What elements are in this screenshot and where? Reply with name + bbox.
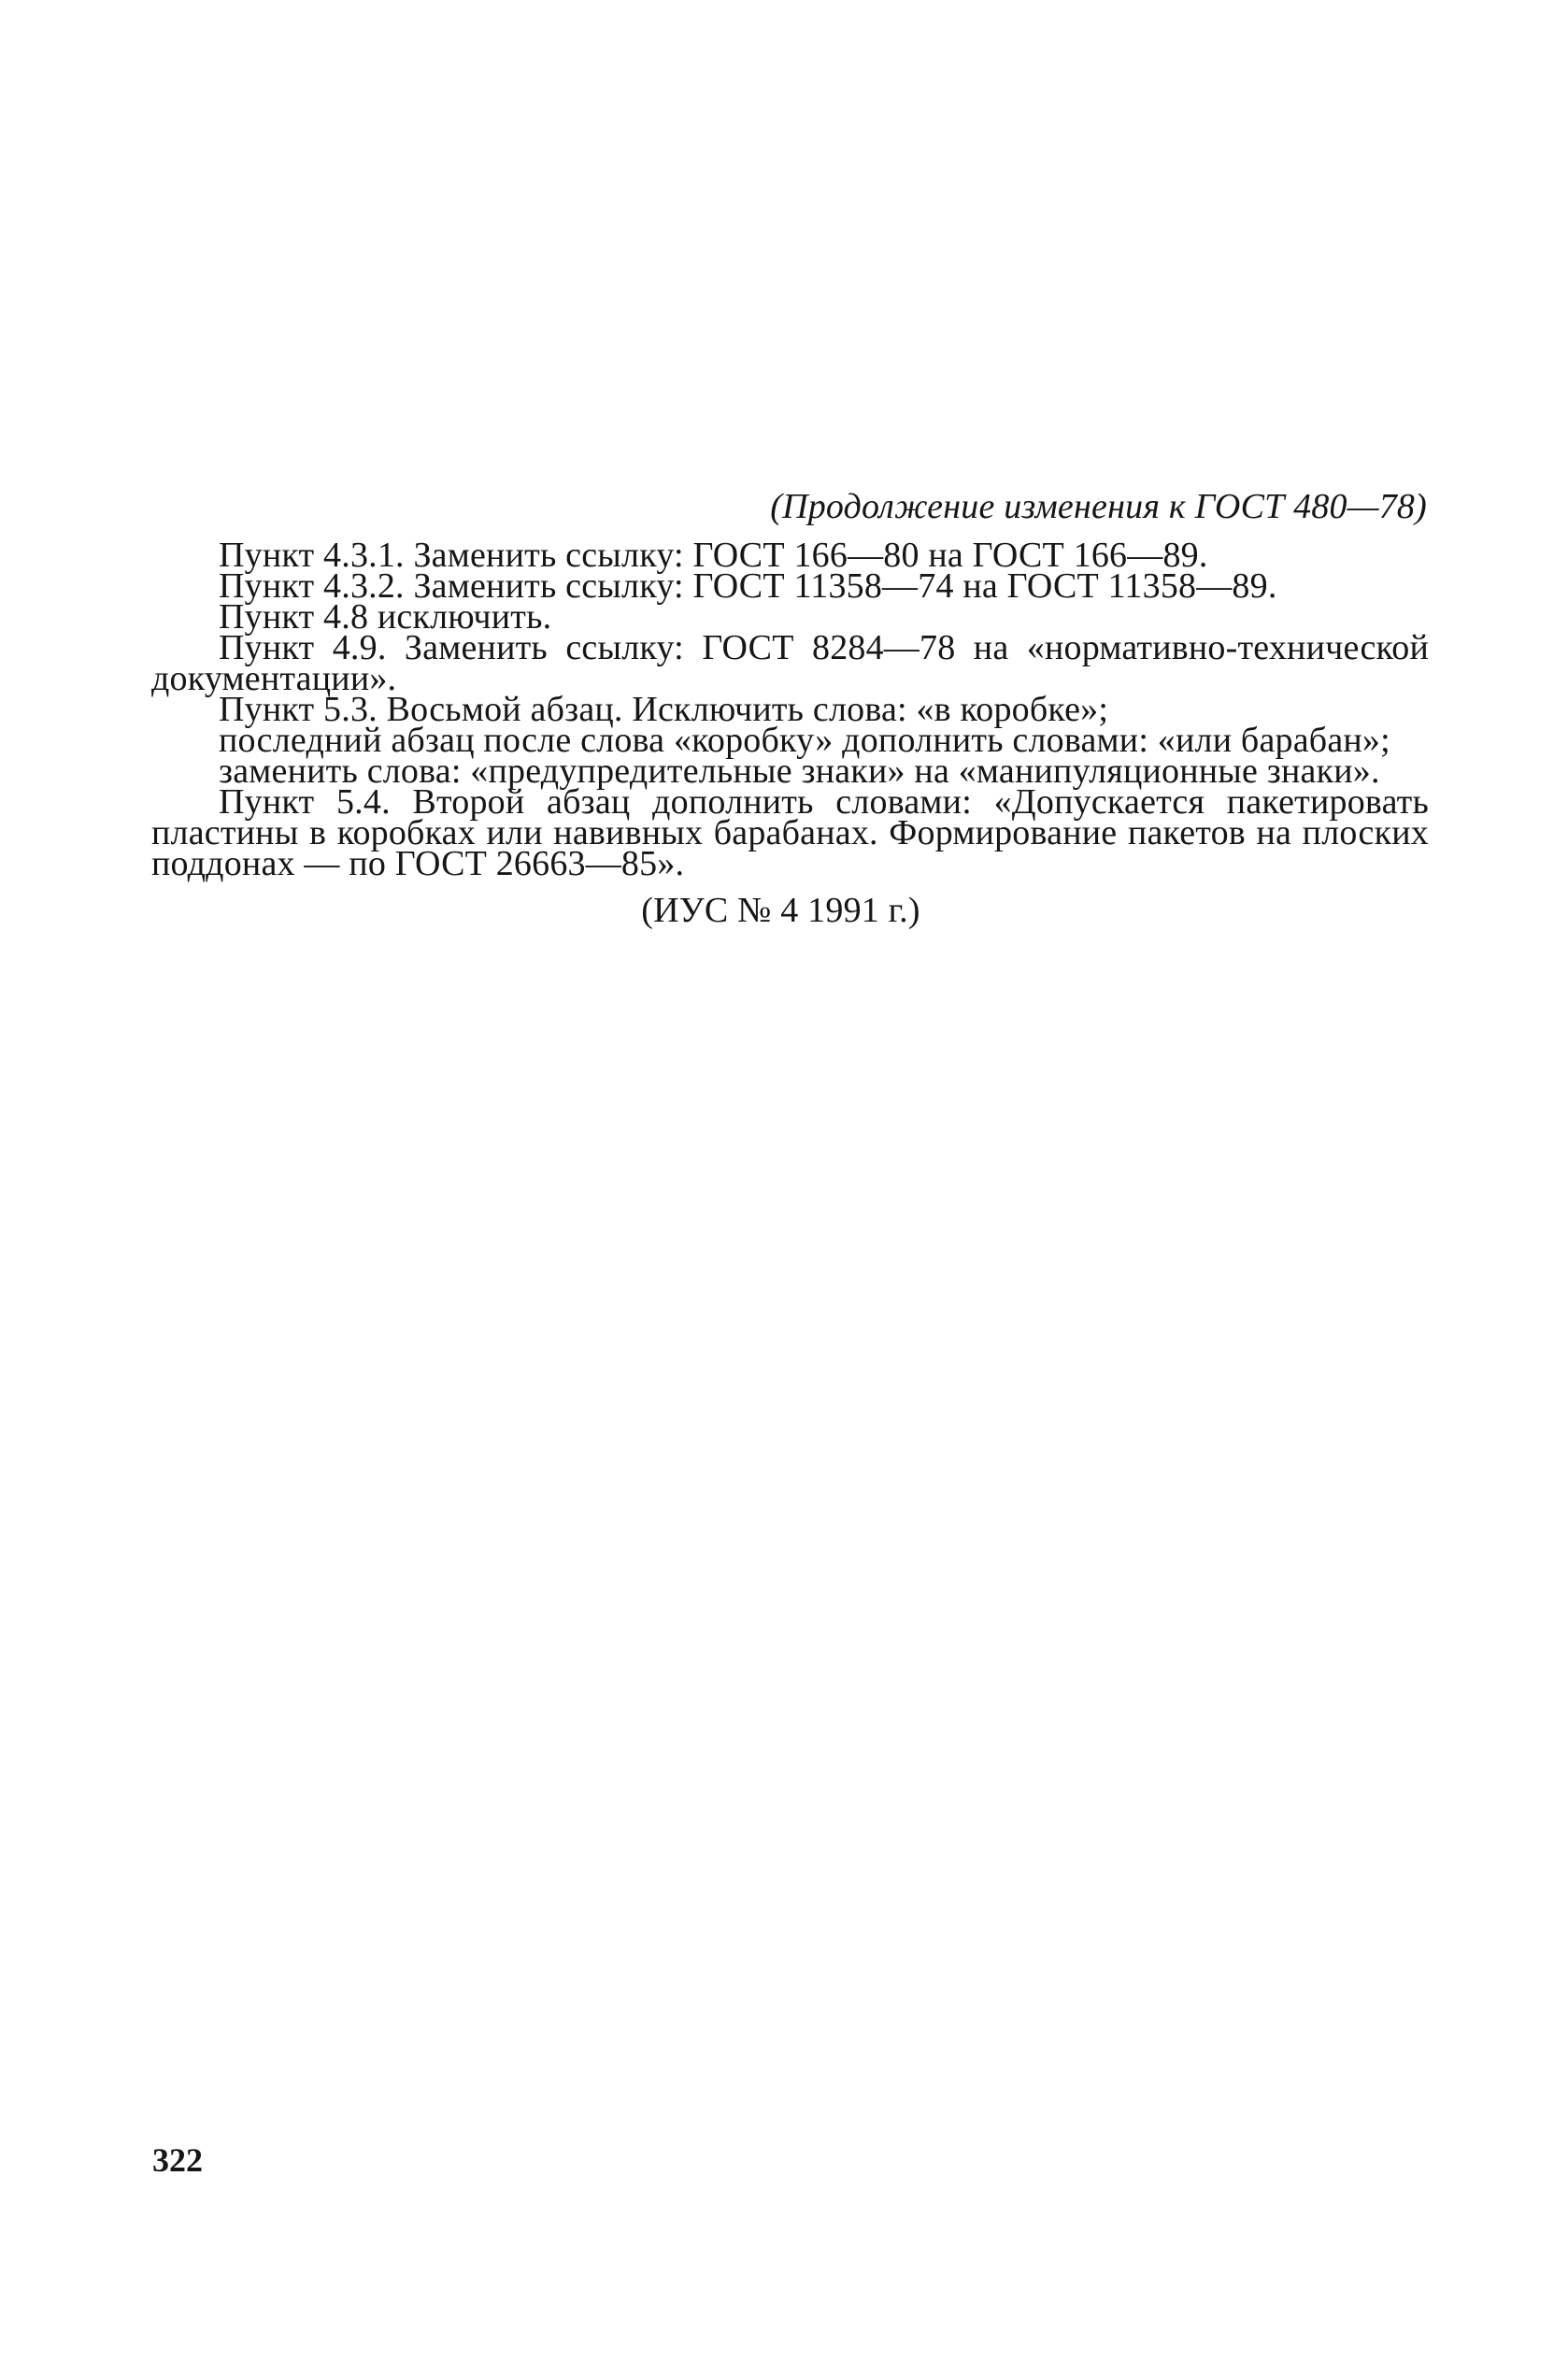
paragraph-5-3-replace-words: заменить слова: «предупредительные знаки» на «манипуляционные знаки». <box>219 752 1380 791</box>
paragraph-4-3-2: Пункт 4.3.2. Заменить ссылку: ГОСТ 11358—74 на ГОСТ 11358—89. <box>219 566 1277 606</box>
paragraph-5-4: Пункт 5.4. Второй абзац дополнить словами: «Допускается пакетировать пластины в коробках или навивных барабанах. Формирование пакетов на плоских поддонах — по ГОСТ 26663—85». <box>151 782 1429 883</box>
paragraph-4-3-1: Пункт 4.3.1. Заменить ссылку: ГОСТ 166—80 на ГОСТ 166—89. <box>219 536 1208 575</box>
continuation-note: (Продолжение изменения к ГОСТ 480—78) <box>770 487 1427 526</box>
paragraph-5-3-last-abzac: последний абзац после слова «коробку» дополнить словами: «или барабан»; <box>219 721 1390 760</box>
amendment-text <box>151 487 1429 930</box>
paragraph-4-8: Пункт 4.8 исключить. <box>219 597 552 637</box>
paragraph-5-3: Пункт 5.3. Восьмой абзац. Исключить слова: «в коробке»; <box>219 690 1109 729</box>
paragraph-4-9: Пункт 4.9. Заменить ссылку: ГОСТ 8284—78 на «нормативно-технической документации». <box>151 628 1429 698</box>
page-number: 322 <box>152 2141 203 2179</box>
source-reference: (ИУС № 4 1991 г.) <box>641 891 920 930</box>
